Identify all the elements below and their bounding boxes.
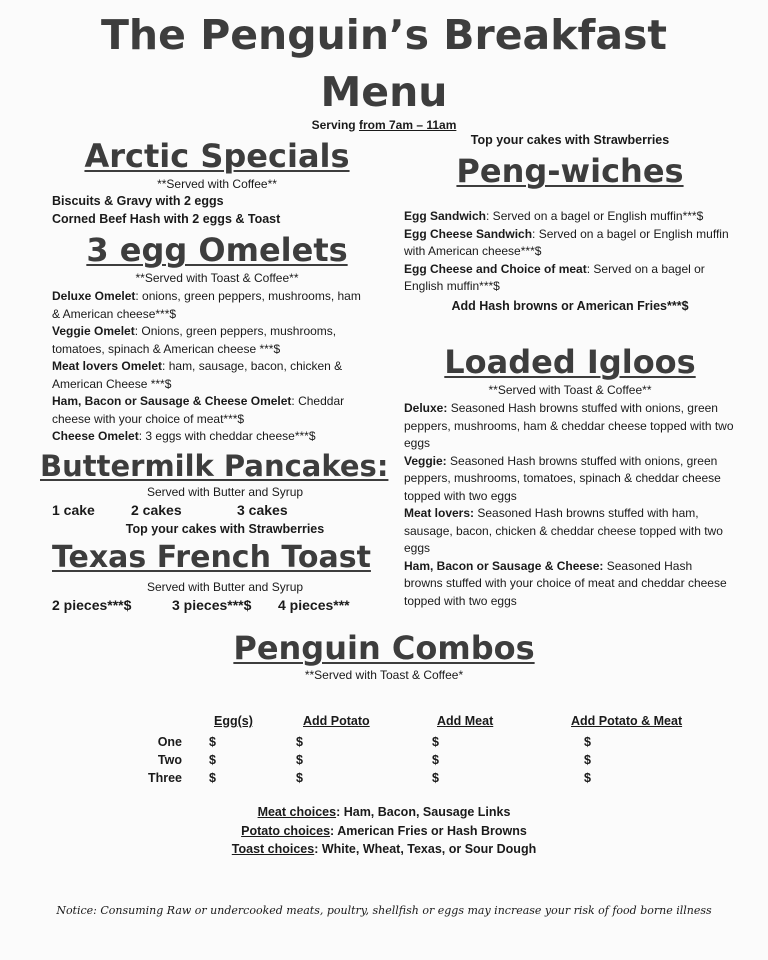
combo-price: $ (432, 735, 439, 749)
pancakes-note: Served with Butter and Syrup (146, 485, 304, 499)
choices-list (0, 803, 768, 859)
combo-price: $ (296, 753, 303, 767)
pengwich-item (404, 261, 734, 296)
igloo-item (404, 505, 734, 558)
choice-label: Meat choices (257, 805, 337, 819)
arctic-note: **Served with Coffee** (157, 177, 277, 191)
choice-line (0, 840, 768, 859)
combo-header-eggs: Egg(s) (214, 714, 253, 728)
omelet-name: Deluxe Omelet (52, 289, 136, 303)
combo-price: $ (209, 753, 216, 767)
omelets-list (52, 288, 370, 446)
combos-note: **Served with Toast & Coffee* (304, 668, 464, 682)
pancake-option: 1 cake (52, 502, 95, 518)
food-safety-notice: Notice: Consuming Raw or undercooked meats, poultry, shellfish or eggs may increase your risk of food borne illness (56, 904, 712, 917)
igloo-name: Ham, Bacon or Sausage & Cheese: (404, 558, 604, 573)
pancake-option: 2 cakes (131, 502, 182, 518)
pancakes-topping: Top your cakes with Strawberries (125, 522, 325, 536)
combo-price: $ (432, 753, 439, 767)
omelet-desc: : onions, green peppers, mushrooms, ham & American cheese***$ (52, 289, 361, 321)
omelets-note: **Served with Toast & Coffee** (135, 271, 299, 285)
combo-price: $ (432, 771, 439, 785)
omelet-name: Cheese Omelet (52, 429, 139, 443)
pengwich-name: Egg Cheese Sandwich (404, 226, 533, 241)
omelet-item (52, 323, 370, 358)
pengwiches-heading: Peng-wiches (456, 152, 684, 190)
french-toast-option: 2 pieces***$ (52, 597, 132, 613)
igloo-name: Deluxe: (404, 401, 448, 415)
menu-title-line2: Menu (320, 68, 448, 116)
choice-line (0, 822, 768, 841)
igloo-name: Meat lovers: (404, 506, 475, 520)
combo-header-meat: Add Meat (437, 714, 494, 728)
pancake-option: 3 cakes (237, 502, 288, 518)
combo-price: $ (584, 771, 591, 785)
omelets-heading: 3 egg Omelets (86, 231, 348, 269)
pengwich-desc: : Served on a bagel or English muffin***$ (404, 261, 705, 293)
french-toast-option: 4 pieces*** (278, 597, 350, 613)
omelet-desc: : 3 eggs with cheddar cheese***$ (138, 429, 316, 443)
arctic-specials-heading: Arctic Specials (84, 137, 350, 175)
pancakes-heading: Buttermilk Pancakes: (40, 449, 389, 483)
igloos-heading: Loaded Igloos (444, 343, 696, 381)
combo-price: $ (584, 735, 591, 749)
igloo-desc: Seasoned Hash browns stuffed with your choice of meat and cheddar cheese topped with two eggs (404, 558, 727, 608)
omelet-name: Ham, Bacon or Sausage & Cheese Omelet (52, 394, 292, 408)
french-toast-note: Served with Butter and Syrup (146, 580, 304, 594)
combo-col-eggs (209, 733, 216, 787)
choice-value: : White, Wheat, Texas, or Sour Dough (314, 842, 537, 856)
igloo-item (404, 558, 734, 611)
combo-header-potato-meat: Add Potato & Meat (571, 714, 683, 728)
omelet-item (52, 288, 370, 323)
arctic-item: Corned Beef Hash with 2 eggs & Toast (52, 212, 281, 226)
pengwich-name: Egg Cheese and Choice of meat (404, 261, 587, 276)
omelet-name: Meat lovers Omelet (52, 359, 163, 373)
menu-title: The Penguin’s Breakfast (100, 11, 668, 59)
combo-row-label: One (157, 735, 182, 749)
serving-hours (0, 118, 768, 132)
combo-row-label: Two (157, 753, 182, 767)
choice-value: : Ham, Bacon, Sausage Links (336, 805, 511, 819)
igloo-item (404, 453, 734, 506)
omelet-item (52, 393, 370, 428)
combo-row-labels (136, 733, 182, 787)
combo-col-potato-meat (584, 733, 591, 787)
combo-col-meat (432, 733, 439, 787)
choice-value: : American Fries or Hash Browns (330, 823, 527, 838)
serving-prefix: Serving (311, 118, 356, 132)
choice-line (0, 803, 768, 822)
choice-label: Toast choices (231, 842, 315, 856)
combos-heading: Penguin Combos (233, 629, 535, 667)
combo-price: $ (296, 735, 303, 749)
igloo-desc: Seasoned Hash browns stuffed with onions, green peppers, mushrooms, ham & cheddar cheese topped with two eggs (404, 401, 734, 450)
pengwiches-list (404, 208, 734, 296)
omelet-desc: : ham, sausage, bacon, chicken & American Cheese ***$ (52, 359, 343, 391)
pengwich-item (404, 208, 734, 226)
combo-header-potato: Add Potato (303, 714, 370, 728)
choice-label: Potato choices (241, 823, 331, 838)
igloos-note: **Served with Toast & Coffee** (488, 383, 652, 397)
combo-col-potato (296, 733, 303, 787)
igloo-item (404, 400, 734, 453)
igloo-desc: Seasoned Hash browns stuffed with ham, sausage, bacon, chicken & cheddar cheese topped with two eggs (404, 506, 723, 555)
omelet-desc: : Onions, green peppers, mushrooms, tomatoes, spinach & American cheese ***$ (52, 324, 337, 356)
omelet-item (52, 428, 370, 446)
igloo-name: Veggie: (404, 453, 447, 468)
pengwiches-addon: Add Hash browns or American Fries***$ (451, 299, 689, 313)
combo-price: $ (584, 753, 591, 767)
combo-price: $ (209, 771, 216, 785)
pengwich-item (404, 226, 734, 261)
combo-row-label: Three (147, 771, 182, 785)
combo-price: $ (296, 771, 303, 785)
omelet-name: Veggie Omelet (52, 324, 135, 338)
pengwich-desc: : Served on a bagel or English muffin***$ (486, 209, 704, 223)
combo-price: $ (209, 735, 216, 749)
pengwich-name: Egg Sandwich (404, 209, 487, 223)
pengwich-desc: : Served on a bagel or English muffin with American cheese***$ (404, 226, 729, 258)
french-toast-heading: Texas French Toast (52, 540, 371, 575)
igloos-list (404, 400, 734, 610)
serving-time: from 7am – 11am (358, 118, 457, 132)
arctic-item: Biscuits & Gravy with 2 eggs (52, 194, 224, 208)
igloo-desc: Seasoned Hash browns stuffed with onions, green peppers, mushrooms, tomatoes, spinach & cheddar cheese topped with two eggs (404, 453, 721, 503)
omelet-item (52, 358, 370, 393)
french-toast-option: 3 pieces***$ (172, 597, 252, 613)
omelet-desc: : Cheddar cheese with your choice of meat***$ (52, 394, 345, 426)
pengwiches-top-note: Top your cakes with Strawberries (470, 133, 670, 147)
